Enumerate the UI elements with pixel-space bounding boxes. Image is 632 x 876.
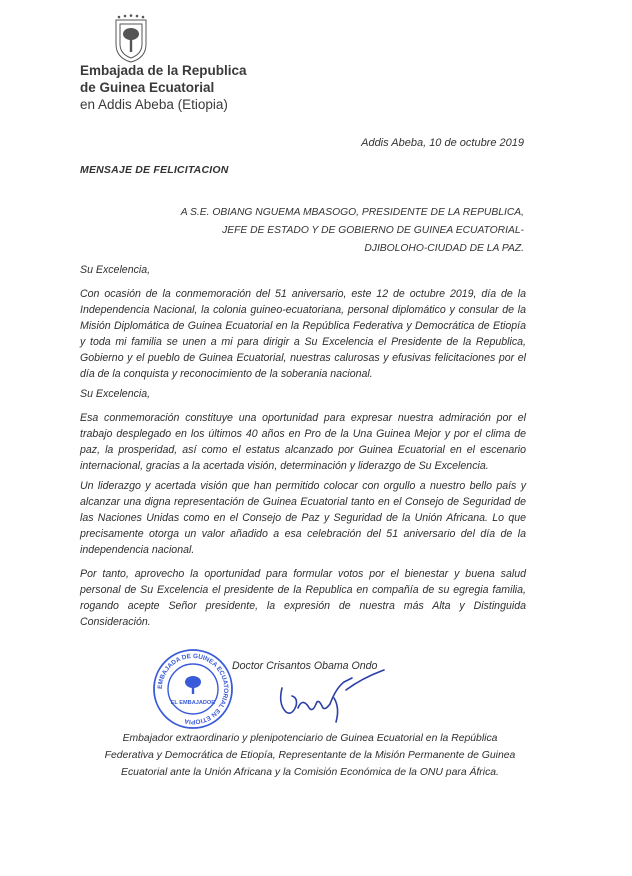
seal-center-text: EL EMBAJADOR	[170, 700, 216, 706]
addressee-line-2: JEFE DE ESTADO Y DE GOBIERNO DE GUINEA ECUATORIAL-	[222, 225, 524, 236]
coat-of-arms-icon	[108, 14, 154, 64]
seal-tree-icon	[185, 676, 201, 694]
paragraph-4: Por tanto, aprovecho la oportunidad para formular votos por el bienestar y buena salud personal de Su Excelencia el presidente de la Republica en compañía de su egregia familia, rogando acepte Señor presidente, la expresión de nuestra más Alta y Distinguida Consideración.	[80, 568, 526, 628]
letter-date: Addis Abeba, 10 de octubre 2019	[361, 137, 524, 149]
handwritten-signature	[252, 668, 392, 726]
letter-subject: MENSAJE DE FELICITACION	[80, 164, 229, 176]
paragraph-1: Con ocasión de la conmemoración del 51 aniversario, este 12 de octubre 2019, día de la Independencia Nacional, la colonia guineo-ecuatoriana, personal diplomático y consular de la Misión Diplomática de Guinea Ecuatorial en la República Federativa y Democrática de Etiopía y toda mi familia se unen a mi para dirigir a Su Excelencia el Presidente de la Republica, Gobierno y el pueblo de Guinea Ecuatorial, nuestras calurosas y efusivas felicitaciones por el día de la conquista y reconocimiento de la soberania nacional.	[80, 288, 526, 380]
footer-line-2: Federativa y Democrática de Etiopía, Representante de la Misión Permanente de Guinea	[104, 750, 516, 761]
header-line-1: Embajada de la Republica	[80, 63, 247, 78]
embassy-seal-stamp	[152, 648, 234, 730]
header-line-2: de Guinea Ecuatorial	[80, 80, 215, 95]
signer-name: Doctor Crisantos Obama Ondo	[232, 660, 378, 672]
footer-line-1: Embajador extraordinario y plenipotenciario de Guinea Ecuatorial en la República	[122, 733, 498, 744]
embassy-header	[80, 62, 247, 113]
salutation: Su Excelencia,	[80, 264, 151, 276]
addressee-line-1: A S.E. OBIANG NGUEMA MBASOGO, PRESIDENTE DE LA REPUBLICA,	[180, 207, 524, 218]
addressee-line-3: DJIBOLOHO-CIUDAD DE LA PAZ.	[364, 243, 524, 254]
addressee-block	[181, 204, 524, 258]
footer-line-3: Ecuatorial ante la Unión Africana y la Comisión Económica de la ONU para África.	[121, 767, 499, 778]
paragraph-2: Esa conmemoración constituye una oportunidad para expresar nuestra admiración por el trabajo desplegado en los últimos 40 años en Pro de la Una Guinea Mejor y por el clima de paz, la prosperidad, así como el estatus alcanzado por Guinea Ecuatorial en el escenario internacional, gracias a la acertada visión, determinación y liderazgo de Su Excelencia.	[80, 412, 526, 472]
paragraph-3: Un liderazgo y acertada visión que han permitido colocar con orgullo a nuestro bello país y alcanzar una digna representación de Guinea Ecuatorial tanto en el Consejo de Seguridad de las Naciones Unidas como en el Consejo de Paz y Seguridad de la Unión Africana. Lo que precisamente otorga un valor añadido a esa celebración del 51 aniversario del día de la independencia nacional.	[80, 480, 526, 556]
seal-ring-text: EMBAJADA DE GUINEA ECUATORIAL EN ETIOPIA	[156, 652, 230, 726]
header-line-3: en Addis Abeba (Etiopia)	[80, 97, 228, 112]
salutation-2: Su Excelencia,	[80, 388, 151, 400]
signer-title	[100, 730, 520, 781]
